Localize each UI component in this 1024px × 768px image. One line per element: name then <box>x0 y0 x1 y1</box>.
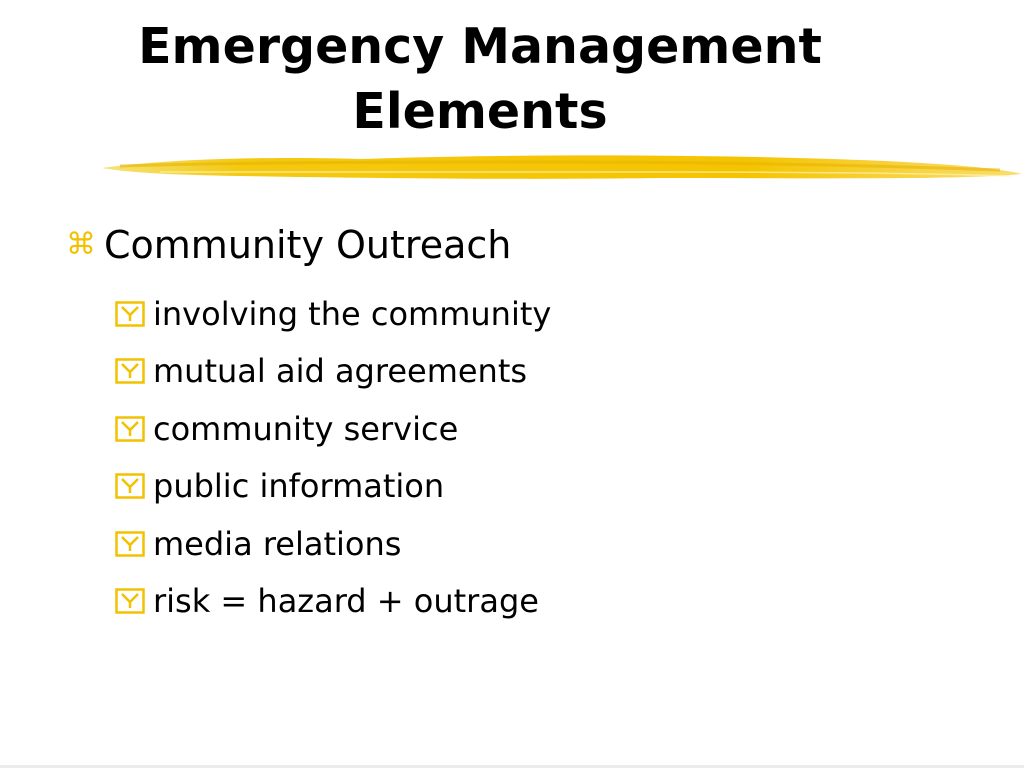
command-key-bullet-icon: ⌘ <box>66 227 96 262</box>
list-item <box>115 400 551 458</box>
list-item <box>115 458 551 516</box>
list-item <box>115 343 551 401</box>
list-item <box>115 285 551 343</box>
list-item-text: mutual aid agreements <box>153 352 528 391</box>
sub-bullet-list <box>115 285 551 630</box>
slide-title <box>60 14 900 144</box>
list-item <box>115 515 551 573</box>
main-bullet-text: Community Outreach <box>104 223 512 267</box>
title-line-2: Elements <box>352 83 608 140</box>
list-item <box>115 573 551 631</box>
checkbox-y-icon <box>115 416 145 442</box>
title-line-1: Emergency Management <box>138 18 822 75</box>
checkbox-y-icon <box>115 301 145 327</box>
list-item-text: community service <box>153 409 459 448</box>
list-item-text: involving the community <box>153 294 552 333</box>
list-item-text: risk = hazard + outrage <box>153 582 539 621</box>
checkbox-y-icon <box>115 473 145 499</box>
checkbox-y-icon <box>115 531 145 557</box>
checkbox-y-icon <box>115 588 145 614</box>
checkbox-y-icon <box>115 358 145 384</box>
list-item-text: media relations <box>153 524 402 563</box>
title-underline-brushstroke <box>100 150 1024 186</box>
list-item-text: public information <box>153 467 445 506</box>
main-bullet-item <box>66 220 511 270</box>
